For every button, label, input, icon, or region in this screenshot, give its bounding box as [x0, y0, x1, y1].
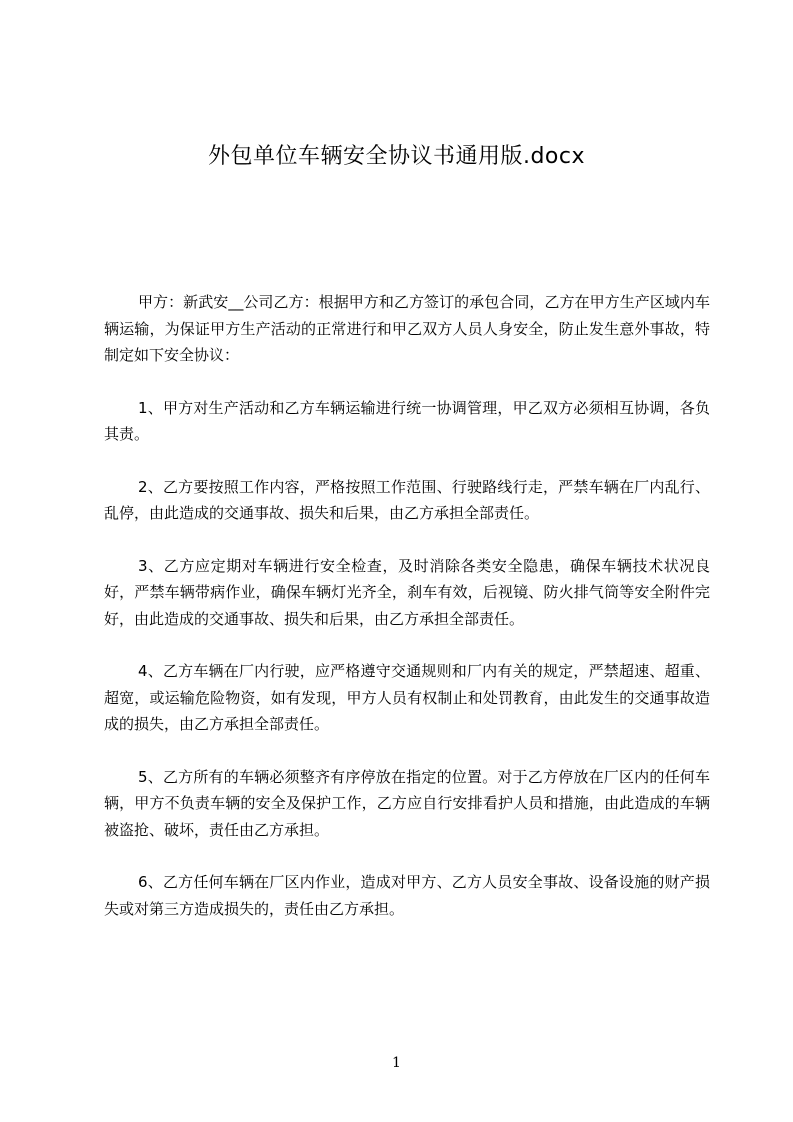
clause-1: 1、甲方对生产活动和乙方车辆运输进行统一协调管理，甲乙双方必须相互协调，各负其责。 — [104, 398, 710, 443]
clause-4: 4、乙方车辆在厂内行驶，应严格遵守交通规则和厂内有关的规定，严禁超速、超重、超宽，或运输危险物资，如有发现，甲方人员有权制止和处罚教育，由此发生的交通事故造成的损失，由乙方承担全部责任。 — [104, 662, 710, 733]
clause-3: 3、乙方应定期对车辆进行安全检查，及时消除各类安全隐患，确保车辆技术状况良好，严禁车辆带病作业，确保车辆灯光齐全，刹车有效，后视镜、防火排气筒等安全附件完好，由此造成的交通事故、损失和后果，由乙方承担全部责任。 — [104, 556, 710, 628]
clause-2: 2、乙方要按照工作内容，严格按照工作范围、行驶路线行走，严禁车辆在厂内乱行、乱停，由此造成的交通事故、损失和后果，由乙方承担全部责任。 — [104, 477, 710, 522]
document-body — [104, 289, 710, 948]
clause-6: 6、乙方任何车辆在厂区内作业，造成对甲方、乙方人员安全事故、设备设施的财产损失或对第三方造成损失的，责任由乙方承担。 — [104, 873, 710, 918]
page-number: 1 — [392, 1055, 401, 1071]
document-title: 外包单位车辆安全协议书通用版.docx — [207, 144, 586, 169]
clause-5: 5、乙方所有的车辆必须整齐有序停放在指定的位置。对于乙方停放在厂区内的任何车辆，甲方不负责车辆的安全及保护工作，乙方应自行安排看护人员和措施，由此造成的车辆被盗抢、破坏，责任由乙方承担。 — [104, 767, 710, 839]
paragraph-intro: 甲方：新武安__公司乙方：根据甲方和乙方签订的承包合同，乙方在甲方生产区域内车辆运输，为保证甲方生产活动的正常进行和甲乙双方人员人身安全，防止发生意外事故，特制定如下安全协议： — [104, 293, 710, 364]
